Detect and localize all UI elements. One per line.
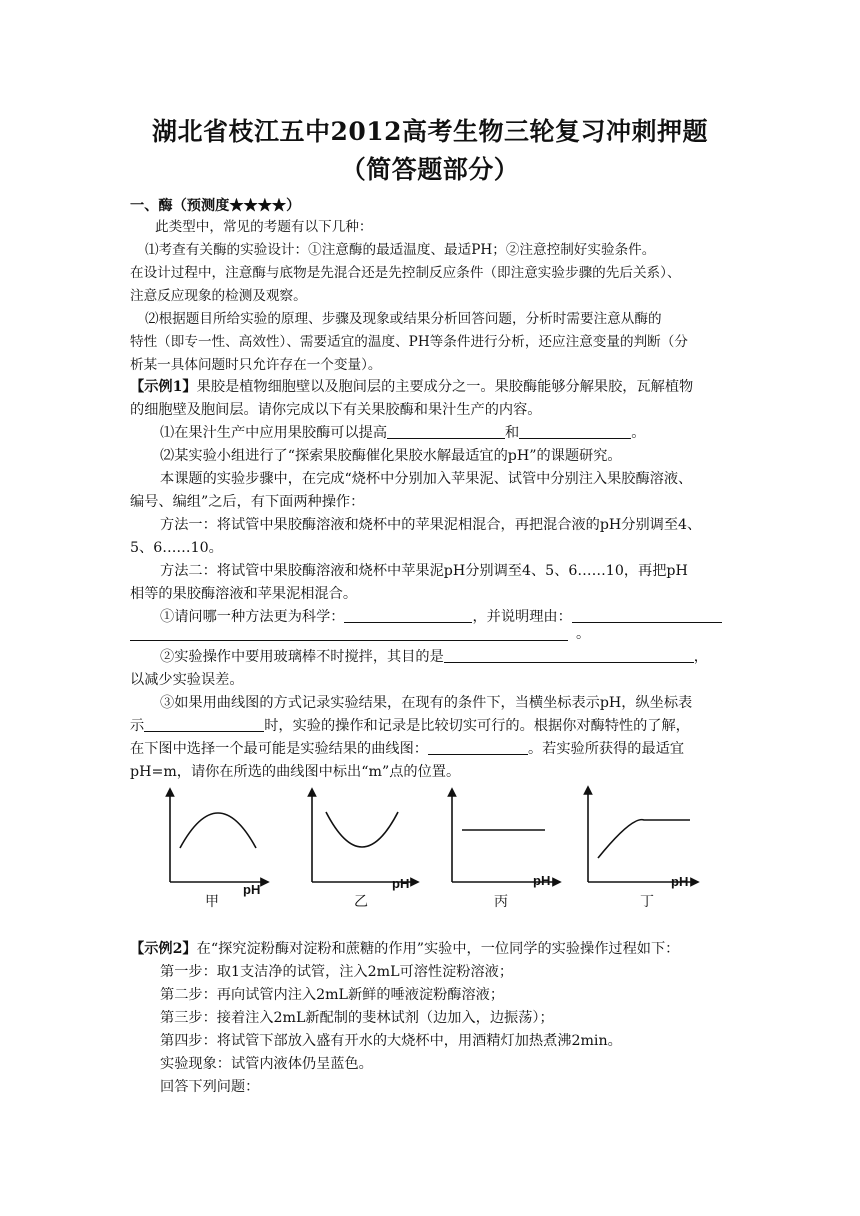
- method-2-line: 方法二：将试管中果胶酶溶液和烧杯中苹果泥pH分别调至4、5、6……10，再把pH: [160, 563, 688, 579]
- subquestion-3-line: 在下图中选择一个最可能是实验结果的曲线图： 。若实验所获得的最适宜: [130, 741, 685, 757]
- x-axis-label: pH: [243, 882, 261, 897]
- steps-line: 编号、编组”之后，有下面两种操作：: [130, 494, 365, 510]
- example-1-line: 的细胞壁及胞间层。请你完成以下有关果胶酶和果汁生产的内容。: [130, 402, 542, 418]
- graph-bing: [452, 792, 557, 910]
- question-1: ⑴在果汁生产中应用果胶酶可以提高 和 。: [160, 425, 646, 441]
- method-1-line: 方法一：将试管中果胶酶溶液和烧杯中的苹果泥相混合，再把混合液的pH分别调至4、: [160, 517, 702, 533]
- step-line: 第四步：将试管下部放入盛有开水的大烧杯中，用酒精灯加热煮沸2min。: [160, 1033, 622, 1049]
- answer-blank[interactable]: [428, 739, 528, 755]
- step-line: 第二步：再向试管内注入2mL新鲜的唾液淀粉酶溶液；: [160, 987, 505, 1003]
- subquestion-2-line: 以减少实验误差。: [130, 672, 244, 688]
- graph-ding: [588, 790, 695, 910]
- subquestion-2: ②实验操作中要用玻璃棒不时搅拌，其目的是 ，: [160, 649, 708, 665]
- method-1-line: 5、6……10。: [130, 540, 223, 556]
- observation-line: 实验现象：试管内液体仍呈蓝色。: [160, 1056, 373, 1072]
- paragraph-line: ⑴考查有关酶的实验设计：①注意酶的最适温度、最适PH；②注意控制好实验条件。: [145, 242, 656, 258]
- example-tag: 【示例1】: [130, 379, 197, 395]
- answer-blank[interactable]: [144, 716, 264, 732]
- x-axis-label: pH: [671, 874, 689, 889]
- paragraph-line: 析某一具体问题时只允许存在一个变量）。: [130, 357, 382, 373]
- section-heading: 一、酶（预测度★★★★）: [130, 198, 301, 214]
- x-axis-label: pH: [533, 873, 551, 888]
- page-subtitle: （简答题部分）: [340, 155, 520, 184]
- answer-blank[interactable]: [444, 647, 694, 663]
- answer-blank[interactable]: [572, 607, 722, 623]
- step-line: 第一步：取1支洁净的试管，注入2mL可溶性淀粉溶液；: [160, 964, 514, 980]
- paragraph-line: 在设计过程中，注意酶与底物是先混合还是先控制反应条件（即注意实验步骤的先后关系）、: [130, 265, 681, 281]
- subquestion-1: ①请问哪一种方法更为科学： ，并说明理由：: [160, 607, 722, 627]
- question-prompt: 回答下列问题：: [160, 1079, 260, 1095]
- answer-blank[interactable]: [387, 423, 505, 439]
- example-tag: 【示例2】: [130, 941, 197, 957]
- curve-valley: [326, 812, 398, 847]
- answer-blank-line[interactable]: [130, 640, 568, 641]
- answer-blank[interactable]: [519, 423, 631, 439]
- method-2-line: 相等的果胶酶溶液和苹果泥相混合。: [130, 586, 358, 602]
- example-2-line: 【示例2】在“探究淀粉酶对淀粉和蔗糖的作用”实验中，一位同学的实验操作过程如下：: [130, 941, 680, 957]
- paragraph-line: 注意反应现象的检测及观察。: [130, 288, 307, 304]
- answer-blank[interactable]: [344, 607, 472, 623]
- paragraph-line: ⑵根据题目所给实验的原理、步骤及现象或结果分析回答问题，分析时需要注意从酶的: [145, 311, 662, 327]
- graph-jia: [170, 792, 265, 910]
- curve-hump: [180, 813, 256, 848]
- curve-graphs: [140, 782, 720, 912]
- subquestion-3-line: ③如果用曲线图的方式记录实验结果，在现有的条件下，当横坐标表示pH，纵坐标表: [160, 695, 693, 711]
- subquestion-3-line: pH=m，请你在所选的曲线图中标出“m”点的位置。: [130, 764, 461, 780]
- question-2: ⑵某实验小组进行了“探索果胶酶催化果胶水解最适宜的pH”的课题研究。: [160, 448, 622, 464]
- graph-yi: [312, 792, 415, 910]
- step-line: 第三步：接着注入2mL新配制的斐林试剂（边加入，边振荡）；: [160, 1010, 554, 1026]
- graph-name: 丙: [494, 894, 508, 910]
- page-title: 湖北省枝江五中2012高考生物三轮复习冲刺押题: [151, 117, 709, 146]
- graph-name: 乙: [354, 894, 368, 910]
- graph-name: 甲: [205, 894, 219, 910]
- x-axis-label: pH: [392, 876, 410, 891]
- example-1-line: 【示例1】果胶是植物细胞壁以及胞间层的主要成分之一。果胶酶能够分解果胶，瓦解植物: [130, 379, 694, 395]
- subquestion-3-line: 示 时，实验的操作和记录是比较切实可行的。根据你对酶特性的了解，: [130, 718, 690, 734]
- graph-name: 丁: [640, 894, 654, 910]
- curve-saturation: [598, 820, 690, 858]
- steps-line: 本课题的实验步骤中，在完成“烧杯中分别加入苹果泥、试管中分别注入果胶酶溶液、: [160, 471, 693, 487]
- section-intro: 此类型中，常见的考题有以下几种：: [155, 219, 373, 235]
- paragraph-line: 特性（即专一性、高效性）、需要适宜的温度、PH等条件进行分析，还应注意变量的判断（分: [130, 334, 688, 350]
- punctuation: 。: [576, 626, 591, 642]
